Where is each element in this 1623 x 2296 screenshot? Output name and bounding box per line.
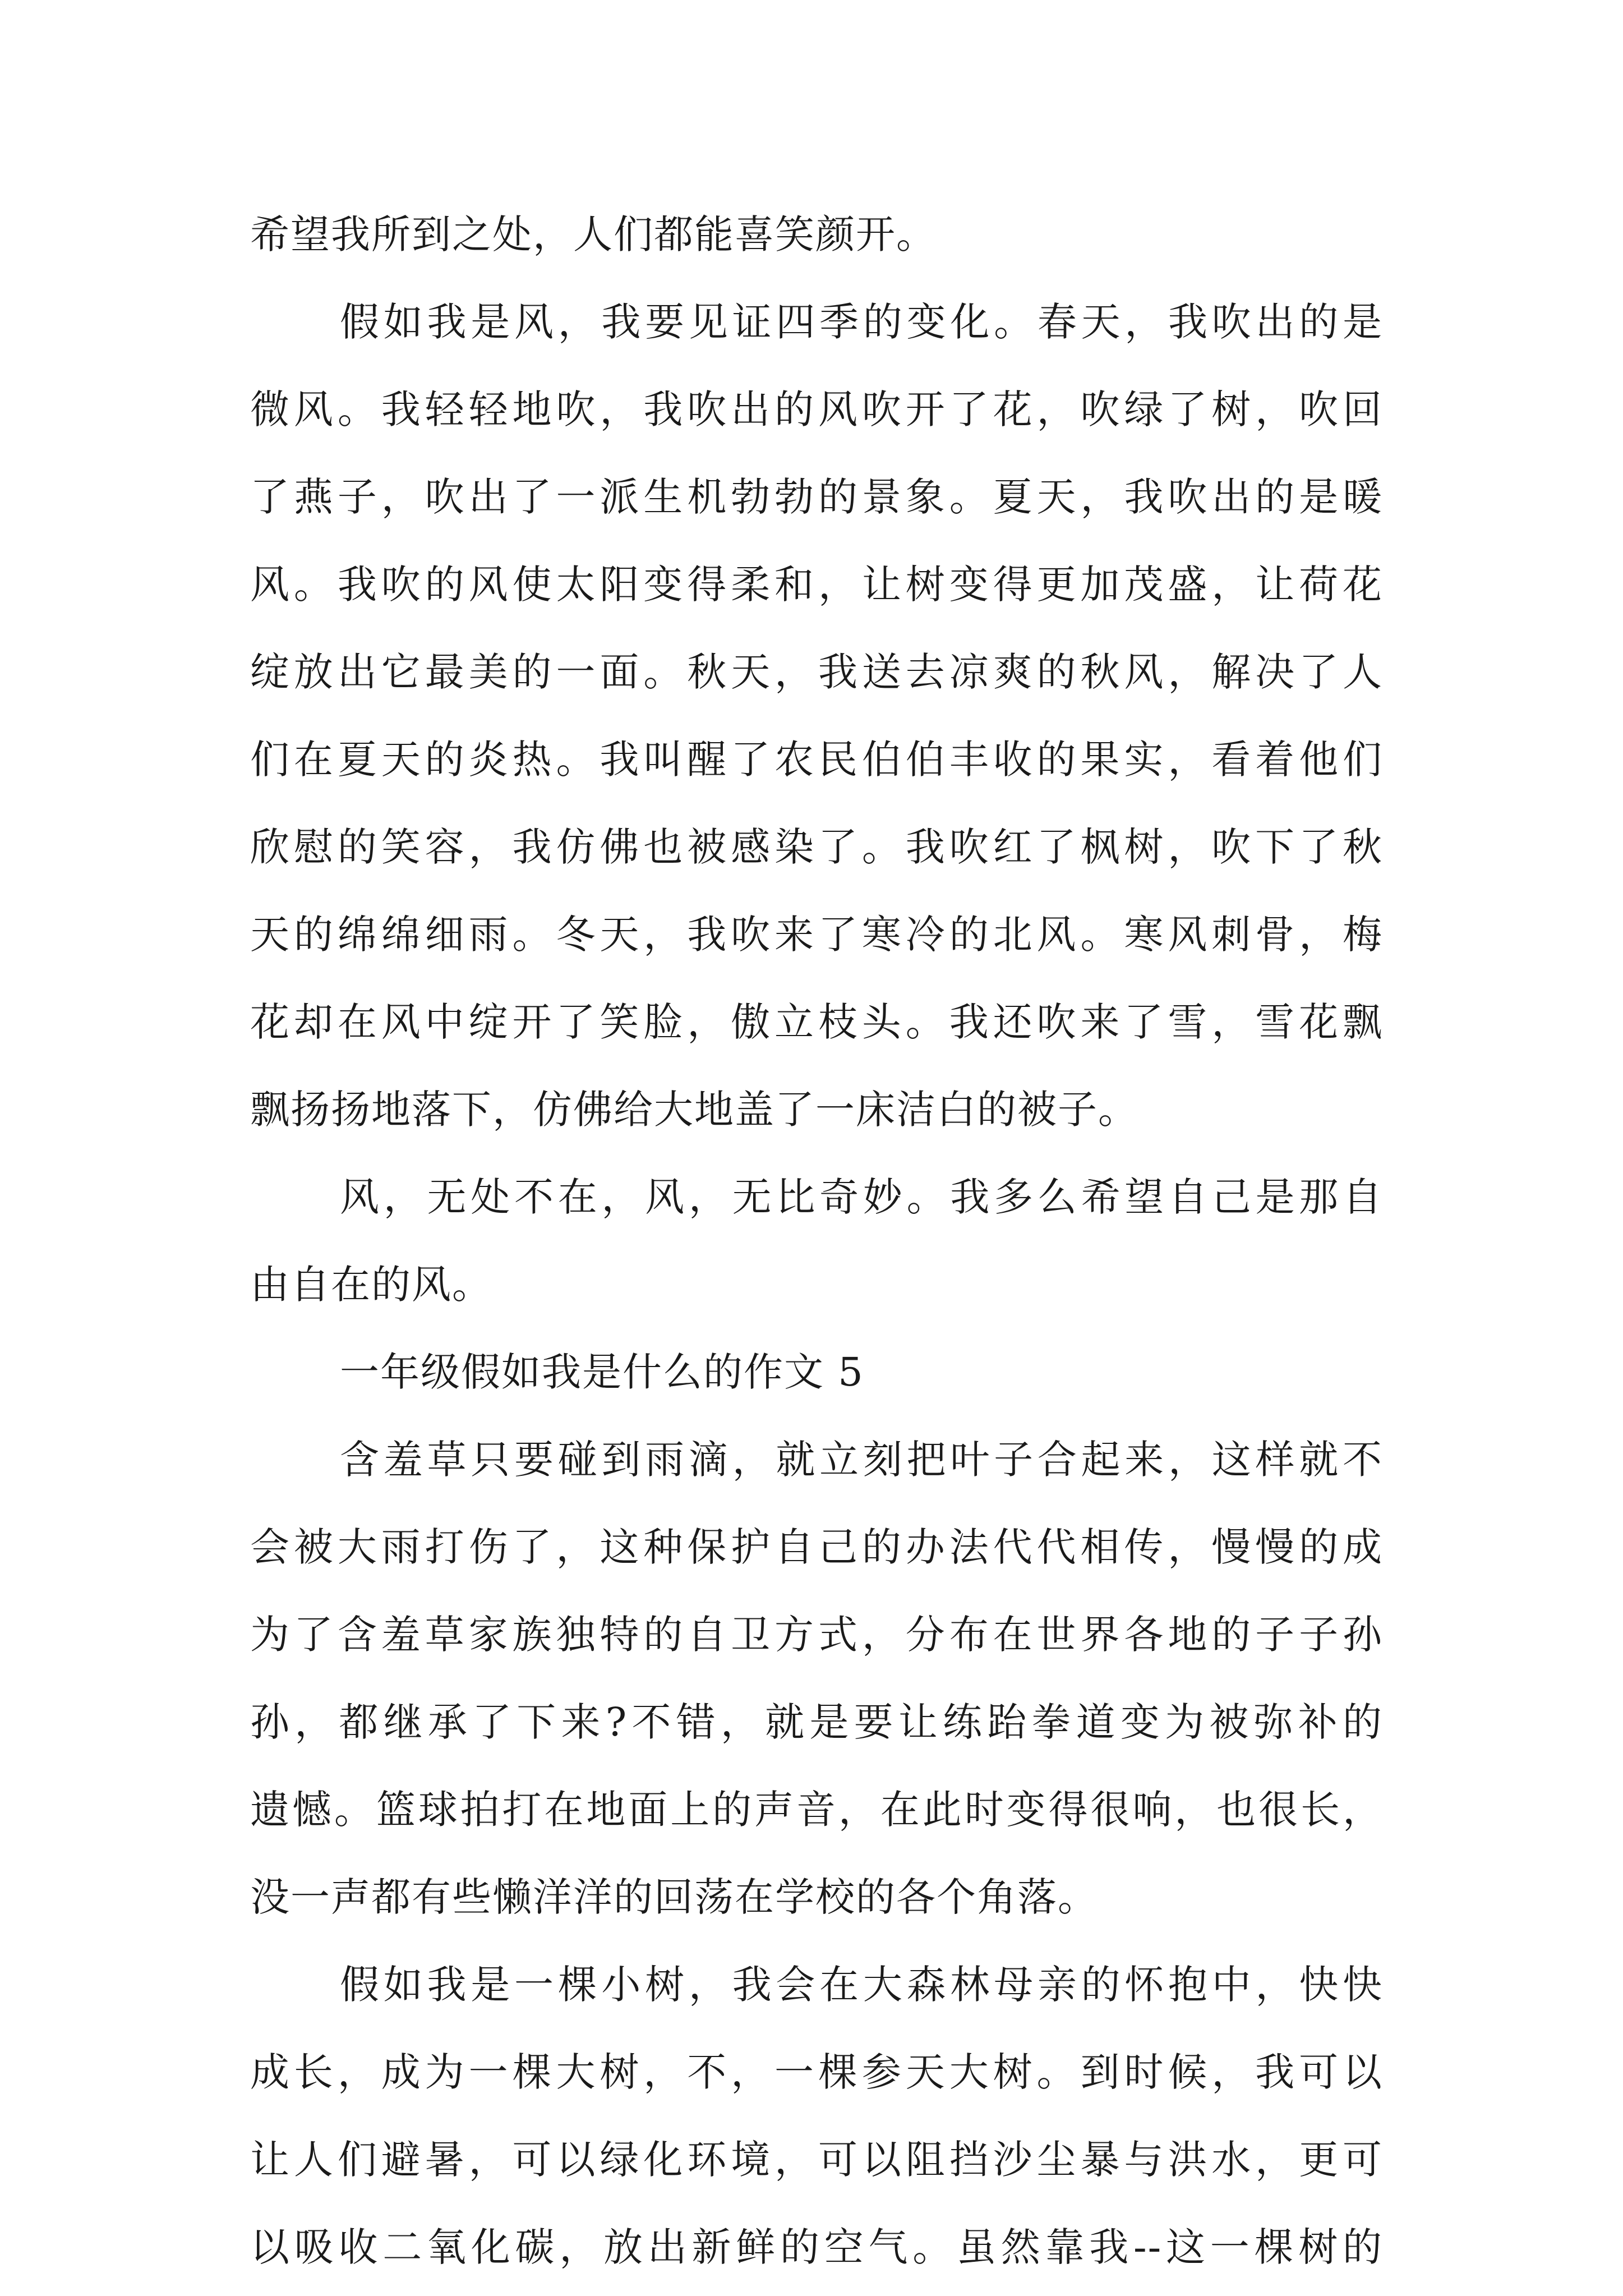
text-line: 会被大雨打伤了，这种保护自己的办法代代相传，慢慢的成 [250, 1524, 1383, 1570]
text-line: 假如我是风，我要见证四季的变化。春天，我吹出的是 [340, 299, 1383, 345]
text-line: 了燕子，吹出了一派生机勃勃的景象。夏天，我吹出的是暖 [250, 474, 1383, 520]
text-line: 假如我是一棵小树，我会在大森林母亲的怀抱中，快快 [340, 1962, 1383, 2008]
text-line: 花却在风中绽开了笑脸，傲立枝头。我还吹来了雪，雪花飘 [250, 999, 1383, 1045]
text-line: 飘扬扬地落下，仿佛给大地盖了一床洁白的被子。 [250, 1087, 1138, 1133]
text-line: 微风。我轻轻地吹，我吹出的风吹开了花，吹绿了树，吹回 [250, 386, 1383, 432]
text-line: 让人们避暑，可以绿化环境，可以阻挡沙尘暴与洪水，更可 [250, 2137, 1383, 2183]
text-line: 遗憾。篮球拍打在地面上的声音，在此时变得很响，也很长， [250, 1787, 1383, 1833]
text-line: 天的绵绵细雨。冬天，我吹来了寒冷的北风。寒风刺骨，梅 [250, 912, 1383, 958]
text-line: 风。我吹的风使太阳变得柔和，让树变得更加茂盛，让荷花 [250, 562, 1383, 608]
text-line: 含羞草只要碰到雨滴，就立刻把叶子合起来，这样就不 [340, 1437, 1383, 1483]
text-line: 欣慰的笑容，我仿佛也被感染了。我吹红了枫树，吹下了秋 [250, 824, 1383, 870]
text-line: 成长，成为一棵大树，不，一棵参天大树。到时候，我可以 [250, 2049, 1383, 2095]
document-body [250, 191, 1383, 2291]
text-line: 风，无处不在，风，无比奇妙。我多么希望自己是那自 [340, 1174, 1383, 1220]
text-line: 希望我所到之处，人们都能喜笑颜开。 [250, 211, 937, 257]
text-line: 由自在的风。 [250, 1262, 492, 1308]
text-line: 绽放出它最美的一面。秋天，我送去凉爽的秋风，解决了人 [250, 649, 1383, 695]
text-line: 们在夏天的炎热。我叫醒了农民伯伯丰收的果实，看着他们 [250, 737, 1383, 783]
text-line: 为了含羞草家族独特的自卫方式，分布在世界各地的子子孙 [250, 1612, 1383, 1658]
text-line: 孙，都继承了下来?不错，就是要让练跆拳道变为被弥补的 [250, 1699, 1383, 1745]
text-line: 以吸收二氧化碳，放出新鲜的空气。虽然靠我--这一棵树的 [250, 2224, 1383, 2270]
section-heading: 一年级假如我是什么的作文 5 [340, 1349, 864, 1395]
text-line: 没一声都有些懒洋洋的回荡在学校的各个角落。 [250, 1874, 1098, 1920]
